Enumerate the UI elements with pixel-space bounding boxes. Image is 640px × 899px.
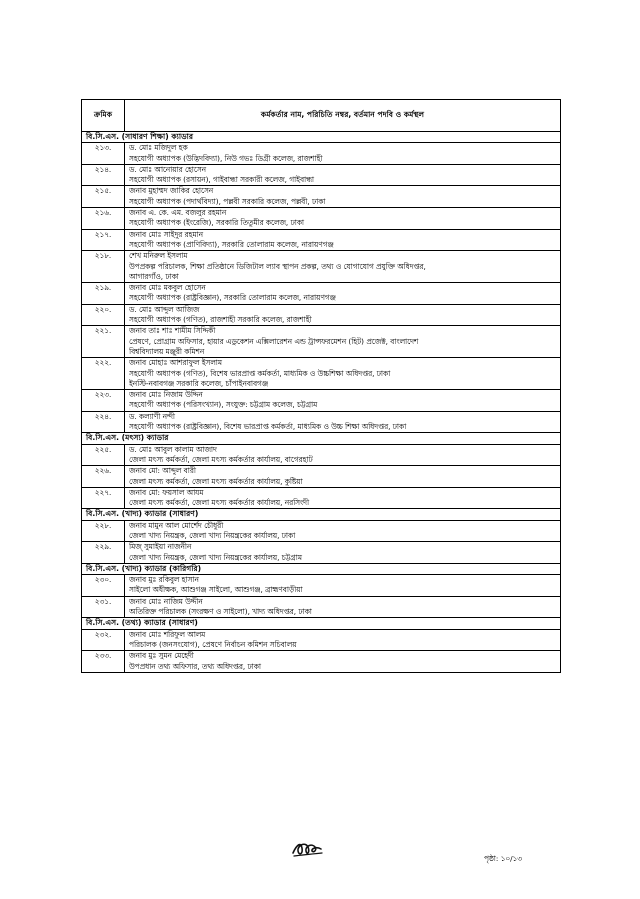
serial-number: ২২১.	[82, 326, 125, 358]
officer-name: জনাব মামুন আল মোর্শেদ চৌধুরী	[129, 520, 224, 530]
details-column-header: কর্মকর্তার নাম, পরিচিতি নম্বর, বর্তমান পদবি ও কর্মস্থল	[125, 100, 561, 132]
serial-number: ২৩০.	[82, 575, 125, 597]
serial-number: ২২৮.	[82, 520, 125, 542]
officer-name: জনাব মো: ফয়সাল আযম	[129, 487, 204, 497]
officer-row	[82, 575, 561, 597]
serial-number: ২২৭.	[82, 487, 125, 509]
serial-number: ২২২.	[82, 358, 125, 390]
officer-designation: বিশ্ববিদ্যালয় মঞ্জুরী কমিশন	[129, 346, 205, 356]
officer-designation: জেলা খাদ্য নিয়ন্ত্রক, জেলা খাদ্য নিয়ন্ত্রকের কার্যালয়, ঢাকা	[129, 530, 296, 540]
officer-name: জনাব এ. কে. এম. বজলুর রহমান	[129, 208, 227, 218]
serial-column-header: ক্রমিক	[82, 100, 125, 132]
cadre-section-row	[82, 433, 561, 444]
officer-designation: সহযোগী অধ্যাপক (গণিত), বিশেষ ভারপ্রাপ্ত কর্মকর্তা, মাধ্যমিক ও উচ্চশিক্ষা অধিদপ্তর, ঢাকা	[129, 368, 391, 378]
serial-number: ২১৫.	[82, 186, 125, 208]
officer-row	[82, 304, 561, 326]
officer-row	[82, 629, 561, 651]
serial-number: ২১৬.	[82, 208, 125, 230]
officer-designation: সহযোগী অধ্যাপক (উদ্ভিদবিদ্যা), নিউ গভঃ ডিগ্রী কলেজ, রাজশাহী	[129, 153, 323, 163]
officer-designation: জেলা মৎস্য কর্মকর্তা, জেলা মৎস্য কর্মকর্তার কার্যালয়, কুষ্টিয়া	[129, 476, 303, 486]
cadre-section-row	[82, 509, 561, 520]
officer-name: মিজ্ সুমাইয়া নাজনীন	[129, 542, 192, 552]
officers-table	[81, 99, 561, 673]
serial-number: ২১৯.	[82, 283, 125, 305]
officer-name: জনাব মোঃ সাইদুর রহমান	[129, 229, 203, 239]
serial-number: ২৩২.	[82, 629, 125, 651]
cadre-section-row	[82, 132, 561, 143]
officer-details	[125, 596, 561, 618]
officer-name: জনাব মোঃ নাজিম উদ্দীন	[129, 596, 203, 606]
officer-details	[125, 575, 561, 597]
officer-row	[82, 358, 561, 390]
officer-details	[125, 390, 561, 412]
cadre-section-title: বি.সি.এস. (তথ্য) ক্যাডার (সাধারণ)	[82, 618, 561, 629]
officer-designation: আগারগাঁও, ঢাকা	[129, 271, 179, 281]
officer-row	[82, 542, 561, 564]
serial-number: ২২০.	[82, 304, 125, 326]
officer-designation: ইনস্টি-নবাবগঞ্জ সরকারি কলেজ, চাঁপাইনবাবগঞ্জ	[129, 378, 269, 388]
cadre-section-title: বি.সি.এস. (খাদ্য) ক্যাডার (সাধারণ)	[82, 509, 561, 520]
page-number: পৃষ্ঠা: ১০/১৩	[484, 854, 523, 863]
table-body	[82, 132, 561, 673]
officer-details	[125, 229, 561, 251]
officer-name: ড. মোঃ আব্দুল আজিজ	[129, 304, 200, 314]
officer-designation: সহযোগী অধ্যাপক (রাষ্ট্রবিজ্ঞান), বিশেষ ভারপ্রাপ্ত কর্মকর্তা, মাধ্যমিক ও উচ্চ শিক্ষা অধিদপ্তর, ঢাকা	[129, 422, 407, 432]
cadre-section-row	[82, 618, 561, 629]
officer-row	[82, 326, 561, 358]
serial-number: ২২৩.	[82, 390, 125, 412]
officer-designation: সহযোগী অধ্যাপক (গণিত), রাজশাহী সরকারি কলেজ, রাজশাহী	[129, 315, 312, 325]
officer-designation: অতিরিক্ত পরিচালক (সংরক্ষণ ও সাইলো), খাদ্য অধিদপ্তর, ঢাকা	[129, 607, 312, 617]
officer-details	[125, 411, 561, 433]
officer-row	[82, 411, 561, 433]
serial-number: ২১৩.	[82, 143, 125, 165]
officer-details	[125, 487, 561, 509]
officer-details	[125, 208, 561, 230]
officer-designation: সহযোগী অধ্যাপক (রাষ্ট্রবিজ্ঞান), সরকারি তোলারাম কলেজ, নারায়ণগঞ্জ	[129, 293, 336, 303]
officer-designation: প্রেষণে, প্রোগ্রাম অফিসার, হায়ার এডুকেশন এক্সিলারেশন এন্ড ট্রান্সফরমেশন (হিট) প্রজেক্ট, বাংলাদেশ	[129, 336, 419, 346]
officer-details	[125, 164, 561, 186]
officer-designation: জেলা খাদ্য নিয়ন্ত্রক, জেলা খাদ্য নিয়ন্ত্রকের কার্যালয়, চট্টগ্রাম	[129, 552, 302, 562]
officer-details	[125, 143, 561, 165]
officer-designation: সহযোগী অধ্যাপক (ইংরেজি), সরকারি তিতুমীর কলেজ, ঢাকা	[129, 218, 305, 228]
officer-details	[125, 251, 561, 283]
officer-row	[82, 229, 561, 251]
officer-details	[125, 629, 561, 651]
serial-number: ২৩১.	[82, 596, 125, 618]
officer-details	[125, 651, 561, 673]
officer-details	[125, 520, 561, 542]
cadre-section-title: বি.সি.এস. (মৎস্য) ক্যাডার	[82, 433, 561, 444]
officer-details	[125, 444, 561, 466]
serial-number: ২২৬.	[82, 466, 125, 488]
officer-designation: সহযোগী অধ্যাপক (রসায়ন), গাইবান্ধা সরকারী কলেজ, গাইবান্ধা	[129, 175, 315, 185]
officer-designation: পরিচালক (জনসংযোগ), প্রেষণে নির্বাচন কমিশন সচিবালয়	[129, 639, 297, 649]
officer-name: ড. কল্যাণী নন্দী	[129, 411, 175, 421]
officer-name: জনাব মোঃ শরিফুল আলম	[129, 629, 206, 639]
officer-designation: উপপ্রকল্প পরিচালক, শিক্ষা প্রতিষ্ঠানে ডিজিটাল ল্যাব স্থাপন প্রকল্প, তথ্য ও যোগাযোগ প্রযুক্তি অধিদপ্তর,	[129, 261, 426, 271]
officer-row	[82, 143, 561, 165]
officer-details	[125, 186, 561, 208]
officer-name: জনাব মোঃ মকবুল হোসেন	[129, 283, 206, 293]
officer-row	[82, 596, 561, 618]
officer-details	[125, 466, 561, 488]
officer-name: জনাব মুঃ সুমন মেহেদী	[129, 651, 194, 661]
cadre-section-row	[82, 563, 561, 574]
officer-details	[125, 542, 561, 564]
officer-name: জনাব তাঃ শাঃ শামীম সিদ্দিকী	[129, 326, 216, 336]
officer-designation: সাইলো অধীক্ষক, আশুগঞ্জ সাইলো, আশুগঞ্জ, ব্রাহ্মণবাড়ীয়া	[129, 585, 303, 595]
officer-name: জনাব মুহাম্মদ জাকির হোসেন	[129, 186, 214, 196]
officer-row	[82, 186, 561, 208]
officer-row	[82, 164, 561, 186]
officer-row	[82, 466, 561, 488]
officer-name: শেখ মনিরুল ইসলাম	[129, 251, 188, 261]
officer-row	[82, 251, 561, 283]
officer-row	[82, 390, 561, 412]
officer-details	[125, 283, 561, 305]
officer-row	[82, 283, 561, 305]
officer-designation: সহযোগী অধ্যাপক (পরিসংখ্যান), সংযুক্ত: চট্টগ্রাম কলেজ, চট্টগ্রাম	[129, 400, 318, 410]
officer-designation: সহযোগী অধ্যাপক (পদার্থবিদ্যা), পল্লবী সরকারি কলেজ, পল্লবী, ঢাকা	[129, 196, 326, 206]
officer-name: ড. মোঃ মজিদুল হক	[129, 143, 188, 153]
serial-number: ২১৪.	[82, 164, 125, 186]
officer-row	[82, 651, 561, 673]
serial-number: ২১৮.	[82, 251, 125, 283]
officer-details	[125, 304, 561, 326]
cadre-section-title: বি.সি.এস. (সাধারণ শিক্ষা) ক্যাডার	[82, 132, 561, 143]
officer-name: ড. মোঃ আবুল কালাম আজাদ	[129, 444, 217, 454]
officer-designation: জেলা মৎস্য কর্মকর্তা, জেলা মৎস্য কর্মকর্তার কার্যালয়, নরসিংদী	[129, 498, 310, 508]
officer-designation: উপপ্রধান তথ্য অফিসার, তথ্য অধিদপ্তর, ঢাকা	[129, 661, 262, 671]
serial-number: ২২৫.	[82, 444, 125, 466]
serial-number: ২২৪.	[82, 411, 125, 433]
officer-name: জনাব মো: আব্দুল বারী	[129, 466, 196, 476]
officer-details	[125, 358, 561, 390]
officer-name: জনাব মোঃ নিজাম উদ্দিন	[129, 390, 203, 400]
signature-mark	[290, 838, 324, 860]
officer-designation: সহযোগী অধ্যাপক (প্রাণিবিদ্যা), সরকারি তোলারাম কলেজ, নারায়ণগঞ্জ	[129, 239, 334, 249]
officer-details	[125, 326, 561, 358]
serial-number: ২১৭.	[82, 229, 125, 251]
officer-name: জনাব মুঃ রকিবুল হাসান	[129, 575, 199, 585]
officer-row	[82, 520, 561, 542]
serial-number: ২২৯.	[82, 542, 125, 564]
officer-name: ড. মোঃ আনোয়ার হোসেন	[129, 164, 207, 174]
officer-row	[82, 444, 561, 466]
cadre-section-title: বি.সি.এস. (খাদ্য) ক্যাডার (কারিগরি)	[82, 563, 561, 574]
officer-name: জনাব মোহাঃ আশরাফুল ইসলাম	[129, 358, 222, 368]
officer-row	[82, 487, 561, 509]
officer-row	[82, 208, 561, 230]
serial-number: ২৩৩.	[82, 651, 125, 673]
table-header-row	[82, 100, 561, 132]
officer-designation: জেলা মৎস্য কর্মকর্তা, জেলা মৎস্য কর্মকর্তার কার্যালয়, বাগেরহাট	[129, 454, 313, 464]
